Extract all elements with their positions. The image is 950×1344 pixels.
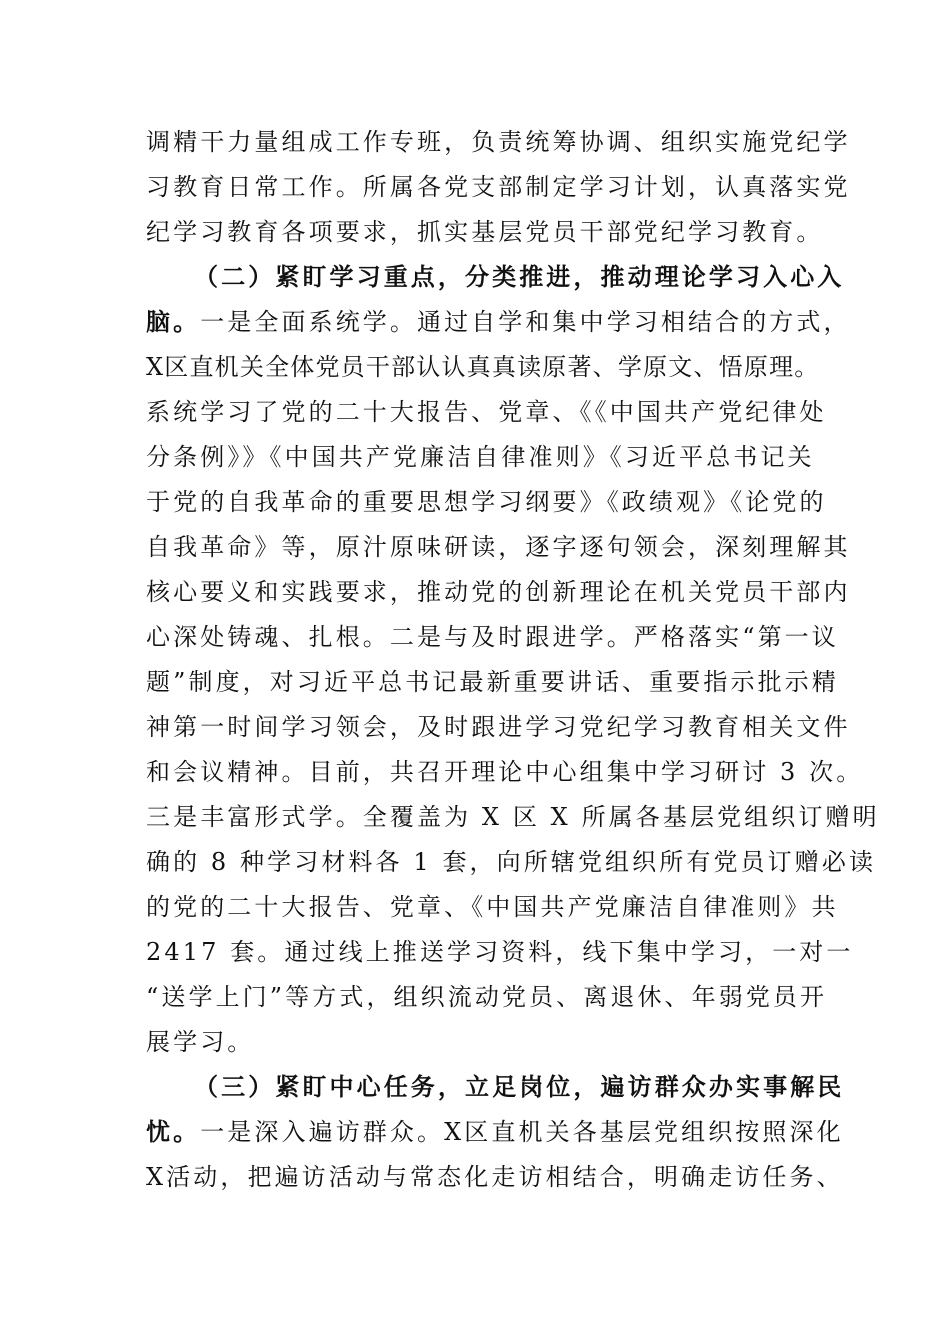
section-heading-2-continued: [146, 303, 851, 341]
section-heading-3-continued: [146, 1113, 844, 1151]
paragraph-line: X区直机关全体党员干部认认真真读原著、学原文、悟原理。: [146, 353, 820, 381]
paragraph-line: 题”制度，对习近平总书记最新重要讲话、重要指示批示精: [146, 668, 839, 696]
paragraph-line: X活动，把遍访活动与常态化走访相结合，明确走访任务、: [146, 1163, 844, 1191]
paragraph-line: 神第一时间学习领会，及时跟进学习党纪学习教育相关文件: [146, 713, 851, 741]
paragraph-line: 2417 套。通过线上推送学习资料，线下集中学习，一对一: [146, 938, 854, 966]
paragraph-line: 系统学习了党的二十大报告、党章、《《中国共产党纪律处: [146, 398, 827, 426]
paragraph-line: 核心要义和实践要求，推动党的创新理论在机关党员干部内: [146, 578, 851, 606]
heading-2-body: 一是全面系统学。通过自学和集中学习相结合的方式，: [200, 308, 851, 336]
heading-3-body: 一是深入遍访群众。X区直机关各基层党组织按照深化: [200, 1118, 844, 1146]
heading-2-tail: 脑。: [146, 307, 201, 336]
section-heading-2: （二）紧盯学习重点，分类推进，推动理论学习入心入: [194, 262, 845, 291]
paragraph-line: 和会议精神。目前，共召开理论中心组集中学习研讨 3 次。: [146, 758, 864, 786]
paragraph-line: 三是丰富形式学。全覆盖为 X 区 X 所属各基层党组织订赠明: [146, 803, 880, 831]
paragraph-line: 于党的自我革命的重要思想学习纲要》《政绩观》《论党的: [146, 488, 827, 516]
heading-3-tail: 忧。: [146, 1117, 201, 1146]
paragraph-line: 确的 8 种学习材料各 1 套，向所辖党组织所有党员订赠必读: [146, 848, 877, 876]
paragraph-line: 习教育日常工作。所属各党支部制定学习计划，认真落实党: [146, 173, 851, 201]
paragraph-line: 的党的二十大报告、党章、《中国共产党廉洁自律准则》共: [146, 893, 839, 921]
paragraph-line: 自我革命》等，原汁原味研读，逐字逐句领会，深刻理解其: [146, 533, 851, 561]
paragraph-line: 展学习。: [146, 1028, 255, 1056]
paragraph-line: 分条例》》《中国共产党廉洁自律准则》《习近平总书记关: [146, 443, 815, 471]
paragraph-line: 纪学习教育各项要求，抓实基层党员干部党纪学习教育。: [146, 218, 824, 246]
paragraph-line: “送学上门”等方式，组织流动党员、离退休、年弱党员开: [146, 983, 828, 1011]
paragraph-line: 调精干力量组成工作专班，负责统筹协调、组织实施党纪学: [146, 128, 851, 156]
paragraph-line: 心深处铸魂、扎根。二是与及时跟进学。严格落实“第一议: [146, 623, 839, 651]
section-heading-3: （三）紧盯中心任务，立足岗位，遍访群众办实事解民: [194, 1072, 845, 1101]
